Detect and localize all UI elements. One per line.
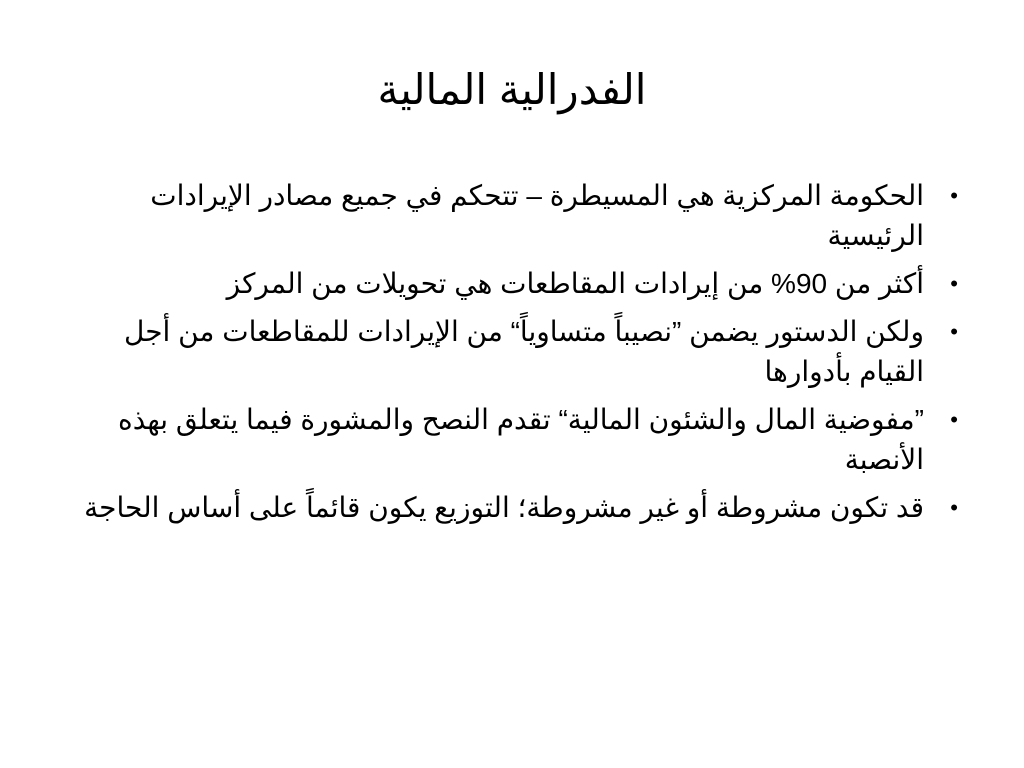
bullet-icon: • xyxy=(950,407,958,432)
bullet-icon: • xyxy=(950,319,958,344)
slide-title: الفدرالية المالية xyxy=(377,66,647,113)
bullet-icon: • xyxy=(950,495,958,520)
bullet-text: قد تكون مشروطة أو غير مشروطة؛ التوزيع يكون قائماً على أساس الحاجة xyxy=(84,492,924,523)
bullet-text: أكثر من 90% من إيرادات المقاطعات هي تحويلات من المركز xyxy=(226,268,924,299)
bullet-item-4 xyxy=(70,400,970,480)
bullet-text: ”مفوضية المال والشئون المالية“ تقدم النصح والمشورة فيما يتعلق بهذه الأنصبة xyxy=(118,404,924,475)
bullet-item-5 xyxy=(70,488,970,528)
bullet-item-2 xyxy=(70,264,970,304)
bullet-icon: • xyxy=(950,271,958,296)
bullet-list xyxy=(70,176,970,536)
bullet-item-3 xyxy=(70,312,970,392)
bullet-text: ولكن الدستور يضمن ”نصيباً متساوياً“ من الإيرادات للمقاطعات من أجل القيام بأدوارها xyxy=(124,316,924,387)
bullet-icon: • xyxy=(950,183,958,208)
bullet-item-1 xyxy=(70,176,970,256)
bullet-text: الحكومة المركزية هي المسيطرة – تتحكم في جميع مصادر الإيرادات الرئيسية xyxy=(150,180,924,251)
